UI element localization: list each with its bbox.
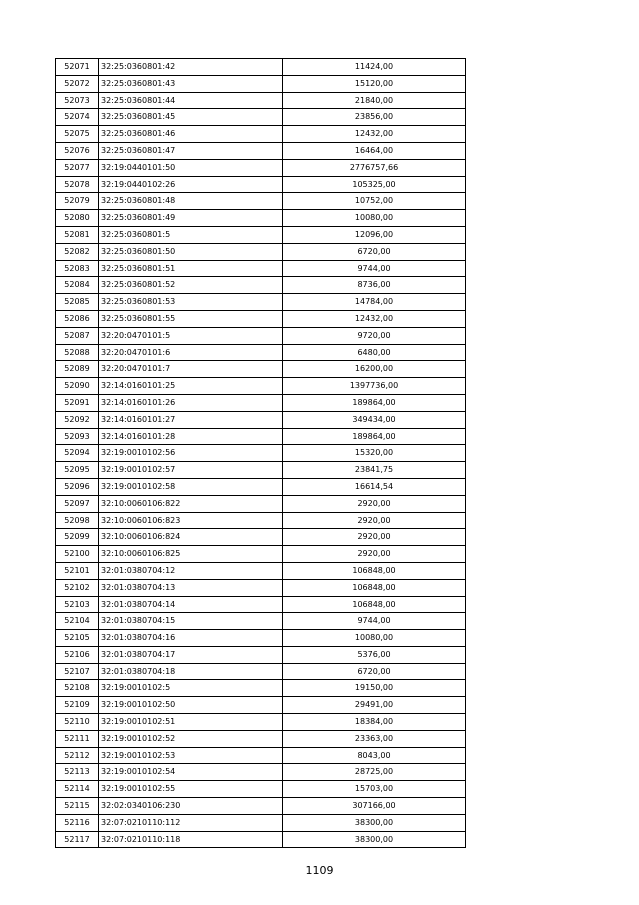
table-row [56, 428, 466, 445]
cadastral-number-cell: 32:19:0010102:57 [99, 462, 283, 479]
value-cell: 16614,54 [283, 478, 466, 495]
cadastral-number-cell: 32:25:0360801:43 [99, 75, 283, 92]
row-number-cell: 52116 [56, 814, 99, 831]
row-number-cell: 52075 [56, 126, 99, 143]
value-cell: 14784,00 [283, 294, 466, 311]
table-row [56, 562, 466, 579]
table-row [56, 126, 466, 143]
cadastral-number-cell: 32:01:0380704:18 [99, 663, 283, 680]
row-number-cell: 52104 [56, 613, 99, 630]
row-number-cell: 52079 [56, 193, 99, 210]
row-number-cell: 52071 [56, 59, 99, 76]
table-row [56, 59, 466, 76]
cadastral-number-cell: 32:25:0360801:50 [99, 243, 283, 260]
value-cell: 2920,00 [283, 529, 466, 546]
table-row [56, 327, 466, 344]
table-row [56, 378, 466, 395]
cadastral-number-cell: 32:19:0010102:5 [99, 680, 283, 697]
table-row [56, 411, 466, 428]
value-cell: 6720,00 [283, 663, 466, 680]
row-number-cell: 52102 [56, 579, 99, 596]
row-number-cell: 52111 [56, 730, 99, 747]
value-cell: 307166,00 [283, 798, 466, 815]
value-cell: 8043,00 [283, 747, 466, 764]
cadastral-number-cell: 32:14:0160101:27 [99, 411, 283, 428]
table-row [56, 344, 466, 361]
row-number-cell: 52091 [56, 394, 99, 411]
row-number-cell: 52078 [56, 176, 99, 193]
row-number-cell: 52097 [56, 495, 99, 512]
row-number-cell: 52100 [56, 546, 99, 563]
value-cell: 16464,00 [283, 142, 466, 159]
table-row [56, 697, 466, 714]
cadastral-number-cell: 32:25:0360801:46 [99, 126, 283, 143]
row-number-cell: 52081 [56, 226, 99, 243]
cadastral-number-cell: 32:20:0470101:6 [99, 344, 283, 361]
cadastral-number-cell: 32:14:0160101:28 [99, 428, 283, 445]
table-row [56, 680, 466, 697]
table-row [56, 781, 466, 798]
cadastral-number-cell: 32:25:0360801:52 [99, 277, 283, 294]
cadastral-number-cell: 32:19:0010102:54 [99, 764, 283, 781]
cadastral-number-cell: 32:25:0360801:53 [99, 294, 283, 311]
table-row [56, 579, 466, 596]
value-cell: 5376,00 [283, 646, 466, 663]
table-row [56, 75, 466, 92]
cadastral-number-cell: 32:25:0360801:42 [99, 59, 283, 76]
row-number-cell: 52085 [56, 294, 99, 311]
cadastral-number-cell: 32:25:0360801:47 [99, 142, 283, 159]
cadastral-number-cell: 32:19:0010102:50 [99, 697, 283, 714]
cadastral-number-cell: 32:01:0380704:12 [99, 562, 283, 579]
table-row [56, 814, 466, 831]
cadastral-number-cell: 32:10:0060106:825 [99, 546, 283, 563]
value-cell: 9744,00 [283, 260, 466, 277]
cadastral-number-cell: 32:01:0380704:17 [99, 646, 283, 663]
cadastral-number-cell: 32:10:0060106:824 [99, 529, 283, 546]
table-row [56, 798, 466, 815]
value-cell: 12432,00 [283, 126, 466, 143]
value-cell: 23363,00 [283, 730, 466, 747]
value-cell: 29491,00 [283, 697, 466, 714]
row-number-cell: 52077 [56, 159, 99, 176]
row-number-cell: 52113 [56, 764, 99, 781]
row-number-cell: 52073 [56, 92, 99, 109]
cadastral-number-cell: 32:19:0440101:50 [99, 159, 283, 176]
cadastral-number-cell: 32:19:0010102:51 [99, 714, 283, 731]
row-number-cell: 52098 [56, 512, 99, 529]
row-number-cell: 52080 [56, 210, 99, 227]
value-cell: 38300,00 [283, 831, 466, 848]
table-row [56, 294, 466, 311]
value-cell: 189864,00 [283, 428, 466, 445]
cadastral-number-cell: 32:19:0010102:53 [99, 747, 283, 764]
value-cell: 106848,00 [283, 579, 466, 596]
cadastral-number-cell: 32:01:0380704:14 [99, 596, 283, 613]
cadastral-number-cell: 32:20:0470101:7 [99, 361, 283, 378]
cadastral-number-cell: 32:25:0360801:48 [99, 193, 283, 210]
value-cell: 15703,00 [283, 781, 466, 798]
row-number-cell: 52090 [56, 378, 99, 395]
value-cell: 23841,75 [283, 462, 466, 479]
value-cell: 23856,00 [283, 109, 466, 126]
value-cell: 10080,00 [283, 210, 466, 227]
table-row [56, 310, 466, 327]
value-cell: 15320,00 [283, 445, 466, 462]
table-row [56, 361, 466, 378]
table-row [56, 176, 466, 193]
cadastral-value-table [55, 58, 466, 848]
value-cell: 189864,00 [283, 394, 466, 411]
cadastral-number-cell: 32:19:0010102:55 [99, 781, 283, 798]
row-number-cell: 52093 [56, 428, 99, 445]
value-cell: 6480,00 [283, 344, 466, 361]
row-number-cell: 52108 [56, 680, 99, 697]
value-cell: 2920,00 [283, 495, 466, 512]
value-cell: 106848,00 [283, 596, 466, 613]
cadastral-number-cell: 32:10:0060106:822 [99, 495, 283, 512]
table-row [56, 529, 466, 546]
cadastral-number-cell: 32:25:0360801:49 [99, 210, 283, 227]
table-row [56, 630, 466, 647]
table-row [56, 478, 466, 495]
table-row [56, 646, 466, 663]
row-number-cell: 52092 [56, 411, 99, 428]
cadastral-number-cell: 32:19:0440102:26 [99, 176, 283, 193]
row-number-cell: 52072 [56, 75, 99, 92]
value-cell: 10752,00 [283, 193, 466, 210]
table-row [56, 462, 466, 479]
table-row [56, 764, 466, 781]
value-cell: 8736,00 [283, 277, 466, 294]
cadastral-number-cell: 32:01:0380704:16 [99, 630, 283, 647]
value-cell: 12432,00 [283, 310, 466, 327]
table-row [56, 210, 466, 227]
table-row [56, 714, 466, 731]
cadastral-number-cell: 32:25:0360801:5 [99, 226, 283, 243]
row-number-cell: 52095 [56, 462, 99, 479]
table-row [56, 260, 466, 277]
row-number-cell: 52099 [56, 529, 99, 546]
table-row [56, 663, 466, 680]
row-number-cell: 52117 [56, 831, 99, 848]
table-row [56, 226, 466, 243]
value-cell: 2920,00 [283, 546, 466, 563]
table-row [56, 109, 466, 126]
row-number-cell: 52082 [56, 243, 99, 260]
row-number-cell: 52109 [56, 697, 99, 714]
value-cell: 38300,00 [283, 814, 466, 831]
row-number-cell: 52074 [56, 109, 99, 126]
row-number-cell: 52101 [56, 562, 99, 579]
row-number-cell: 52086 [56, 310, 99, 327]
row-number-cell: 52115 [56, 798, 99, 815]
cadastral-number-cell: 32:10:0060106:823 [99, 512, 283, 529]
row-number-cell: 52083 [56, 260, 99, 277]
value-cell: 11424,00 [283, 59, 466, 76]
row-number-cell: 52106 [56, 646, 99, 663]
table-row [56, 831, 466, 848]
value-cell: 9744,00 [283, 613, 466, 630]
cadastral-number-cell: 32:07:0210110:118 [99, 831, 283, 848]
value-cell: 105325,00 [283, 176, 466, 193]
cadastral-number-cell: 32:19:0010102:52 [99, 730, 283, 747]
value-cell: 21840,00 [283, 92, 466, 109]
table-row [56, 142, 466, 159]
row-number-cell: 52112 [56, 747, 99, 764]
table-row [56, 92, 466, 109]
value-cell: 2920,00 [283, 512, 466, 529]
row-number-cell: 52088 [56, 344, 99, 361]
cadastral-number-cell: 32:25:0360801:44 [99, 92, 283, 109]
cadastral-number-cell: 32:25:0360801:51 [99, 260, 283, 277]
table-row [56, 193, 466, 210]
value-cell: 16200,00 [283, 361, 466, 378]
table-row [56, 495, 466, 512]
cadastral-number-cell: 32:14:0160101:26 [99, 394, 283, 411]
row-number-cell: 52103 [56, 596, 99, 613]
value-cell: 2776757,66 [283, 159, 466, 176]
table-row [56, 159, 466, 176]
cadastral-number-cell: 32:25:0360801:55 [99, 310, 283, 327]
table-row [56, 277, 466, 294]
value-cell: 349434,00 [283, 411, 466, 428]
table-row [56, 445, 466, 462]
value-cell: 19150,00 [283, 680, 466, 697]
value-cell: 6720,00 [283, 243, 466, 260]
row-number-cell: 52096 [56, 478, 99, 495]
table-row [56, 394, 466, 411]
table-row [56, 546, 466, 563]
cadastral-number-cell: 32:19:0010102:56 [99, 445, 283, 462]
value-cell: 18384,00 [283, 714, 466, 731]
value-cell: 9720,00 [283, 327, 466, 344]
row-number-cell: 52076 [56, 142, 99, 159]
table-row [56, 243, 466, 260]
table-row [56, 747, 466, 764]
row-number-cell: 52089 [56, 361, 99, 378]
cadastral-number-cell: 32:20:0470101:5 [99, 327, 283, 344]
cadastral-number-cell: 32:07:0210110:112 [99, 814, 283, 831]
table-row [56, 596, 466, 613]
value-cell: 28725,00 [283, 764, 466, 781]
cadastral-number-cell: 32:02:0340106:230 [99, 798, 283, 815]
table-row [56, 730, 466, 747]
row-number-cell: 52114 [56, 781, 99, 798]
cadastral-number-cell: 32:01:0380704:13 [99, 579, 283, 596]
table-row [56, 613, 466, 630]
table-row [56, 512, 466, 529]
row-number-cell: 52094 [56, 445, 99, 462]
row-number-cell: 52105 [56, 630, 99, 647]
value-cell: 1397736,00 [283, 378, 466, 395]
cadastral-number-cell: 32:25:0360801:45 [99, 109, 283, 126]
value-cell: 15120,00 [283, 75, 466, 92]
value-cell: 106848,00 [283, 562, 466, 579]
value-cell: 10080,00 [283, 630, 466, 647]
row-number-cell: 52087 [56, 327, 99, 344]
row-number-cell: 52110 [56, 714, 99, 731]
cadastral-number-cell: 32:01:0380704:15 [99, 613, 283, 630]
cadastral-number-cell: 32:19:0010102:58 [99, 478, 283, 495]
cadastral-number-cell: 32:14:0160101:25 [99, 378, 283, 395]
page-number: 1109 [305, 864, 334, 877]
table-body [56, 59, 466, 848]
row-number-cell: 52084 [56, 277, 99, 294]
row-number-cell: 52107 [56, 663, 99, 680]
value-cell: 12096,00 [283, 226, 466, 243]
